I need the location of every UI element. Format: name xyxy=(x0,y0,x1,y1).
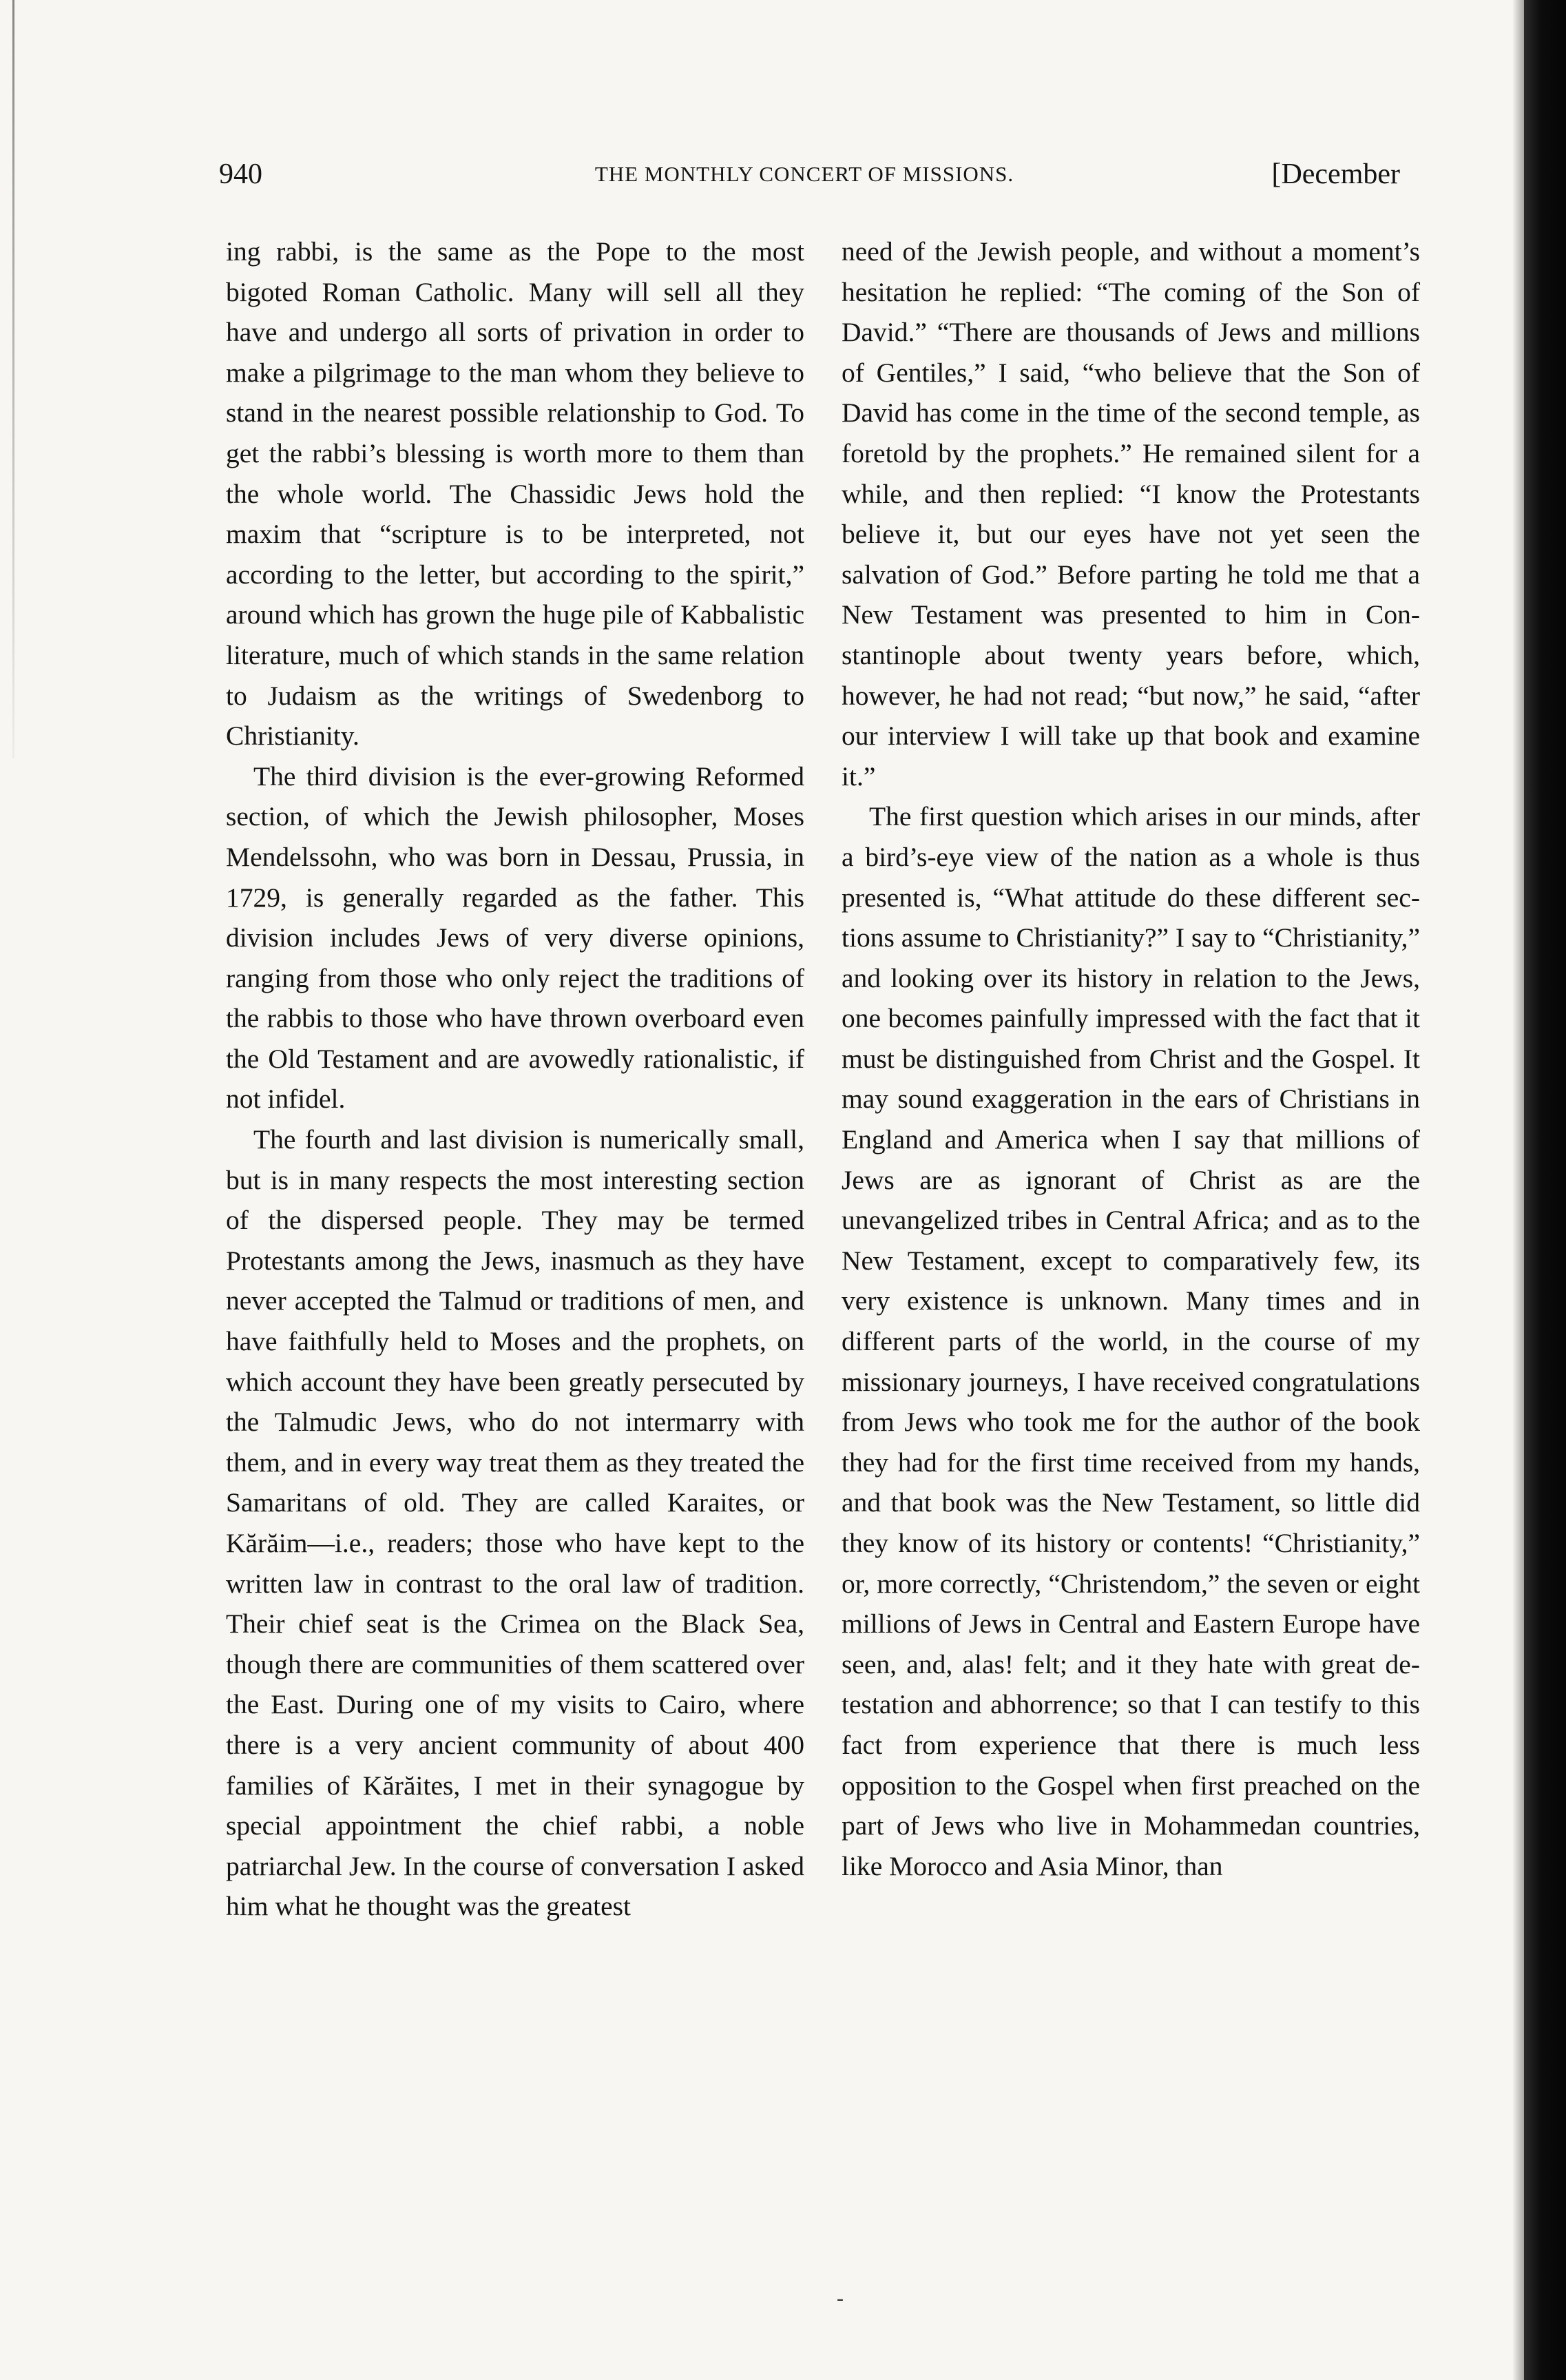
footer-mark: ‑ xyxy=(837,2287,844,2310)
header-month: [December xyxy=(1271,158,1400,190)
binding-shadow xyxy=(1512,0,1525,2380)
right-column xyxy=(842,231,1420,2243)
page-header xyxy=(219,150,1400,198)
paragraph: need of the Jewish people, and without a moment’s hesitation he replied: “The coming of the Son of David.” “There are thousands of Jews and millions of Gentiles,” I said, “who believe that the Son of David has come in the time of the second temple, as foretold by the prophets.” He remained silent for a while, and then replied: “I know the Protestants believe it, but our eyes have not yet seen the salvation of God.” Before parting he told me that a New Testament was presented to him in Constantinople about twenty years before, which, however, he had not read; “but now,” he said, “after our interview I will take up that book and examine it.” xyxy=(842,236,1420,791)
paragraph: The third division is the ever-growing Reformed section, of which the Jewish philosopher, Moses Mendelssohn, who was born in Dessau, Prussia, in 1729, is generally regarded as the father. This division includes Jews of very diverse opinions, ranging from those who only reject the traditions of the rabbis to those who have thrown overboard even the Old Testament and are avowedly rationalistic, if not infidel. xyxy=(226,760,804,1115)
paragraph: ing rabbi, is the same as the Pope to the most bigoted Roman Catholic. Many will sell all they have and undergo all sorts of privation in order to make a pilgrimage to the man whom they believe to stand in the nearest possible relationship to God. To get the rabbi’s blessing is worth more to them than the whole world. The Chassidic Jews hold the maxim that “scripture is to be interpreted, not according to the letter, but according to the spirit,” around which has grown the huge pile of Kabbalistic literature, much of which stands in the same relation to Judaism as the writings of Swedenborg to Christianity. xyxy=(226,236,804,752)
running-title: THE MONTHLY CONCERT OF MISSIONS. xyxy=(594,162,1014,186)
book-spine xyxy=(1524,0,1566,2380)
page-margin-shadow xyxy=(12,0,14,758)
page-number: 940 xyxy=(219,158,262,190)
paragraph: The fourth and last division is numerically small, but is in many respects the most interesting section of the dispersed people. They may be termed Protestants among the Jews, inasmuch as they have never accepted the Talmud or traditions of men, and have faithfully held to Moses and the prophets, on which account they have been greatly persecuted by the Talmudic Jews, who do not intermarry with them, and in every way treat them as they treated the Samaritans of old. They are called Karaites, or Kărăim—i.e., readers; those who have kept to the written law in contrast to the oral law of tradition. Their chief seat is the Crimea on the Black Sea, though there are communities of them scattered over the East. During one of my visits to Cairo, where there is a very ancient community of about 400 families of Kărăites, I met in their synagogue by special appointment the chief rabbi, a noble patriarchal Jew. In the course of conversation I asked him what he thought was the greatest xyxy=(226,1124,804,1922)
left-column xyxy=(226,231,804,2243)
paragraph: The first question which arises in our minds, after a bird’s-eye view of the nation as a whole is thus presented is, “What attitude do these different sections assume to Christianity?” I say to “Christianity,” and looking over its history in relation to the Jews, one becomes painfully impressed with the fact that it must be distinguished from Christ and the Gospel. It may sound exaggeration in the ears of Christians in England and America when I say that millions of Jews are as ignorant of Christ as are the unevangelized tribes in Central Africa; and as to the New Testament, except to comparatively few, its very existence is unknown. Many times and in different parts of the world, in the course of my missionary journeys, I have received congratulations from Jews who took me for the author of the book they had for the first time received from my hands, and that book was the New Testament, so little did they know of its history or contents! “Christianity,” or, more correctly, “Christendom,” the seven or eight millions of Jews in Central and Eastern Europe have seen, and, alas! felt; and it they hate with great detestation and abhorrence; so that I can testify to this fact from experience that there is much less opposition to the Gospel when first preached on the part of Jews who live in Mohammedan countries, like Morocco and Asia Minor, than xyxy=(842,801,1420,1881)
